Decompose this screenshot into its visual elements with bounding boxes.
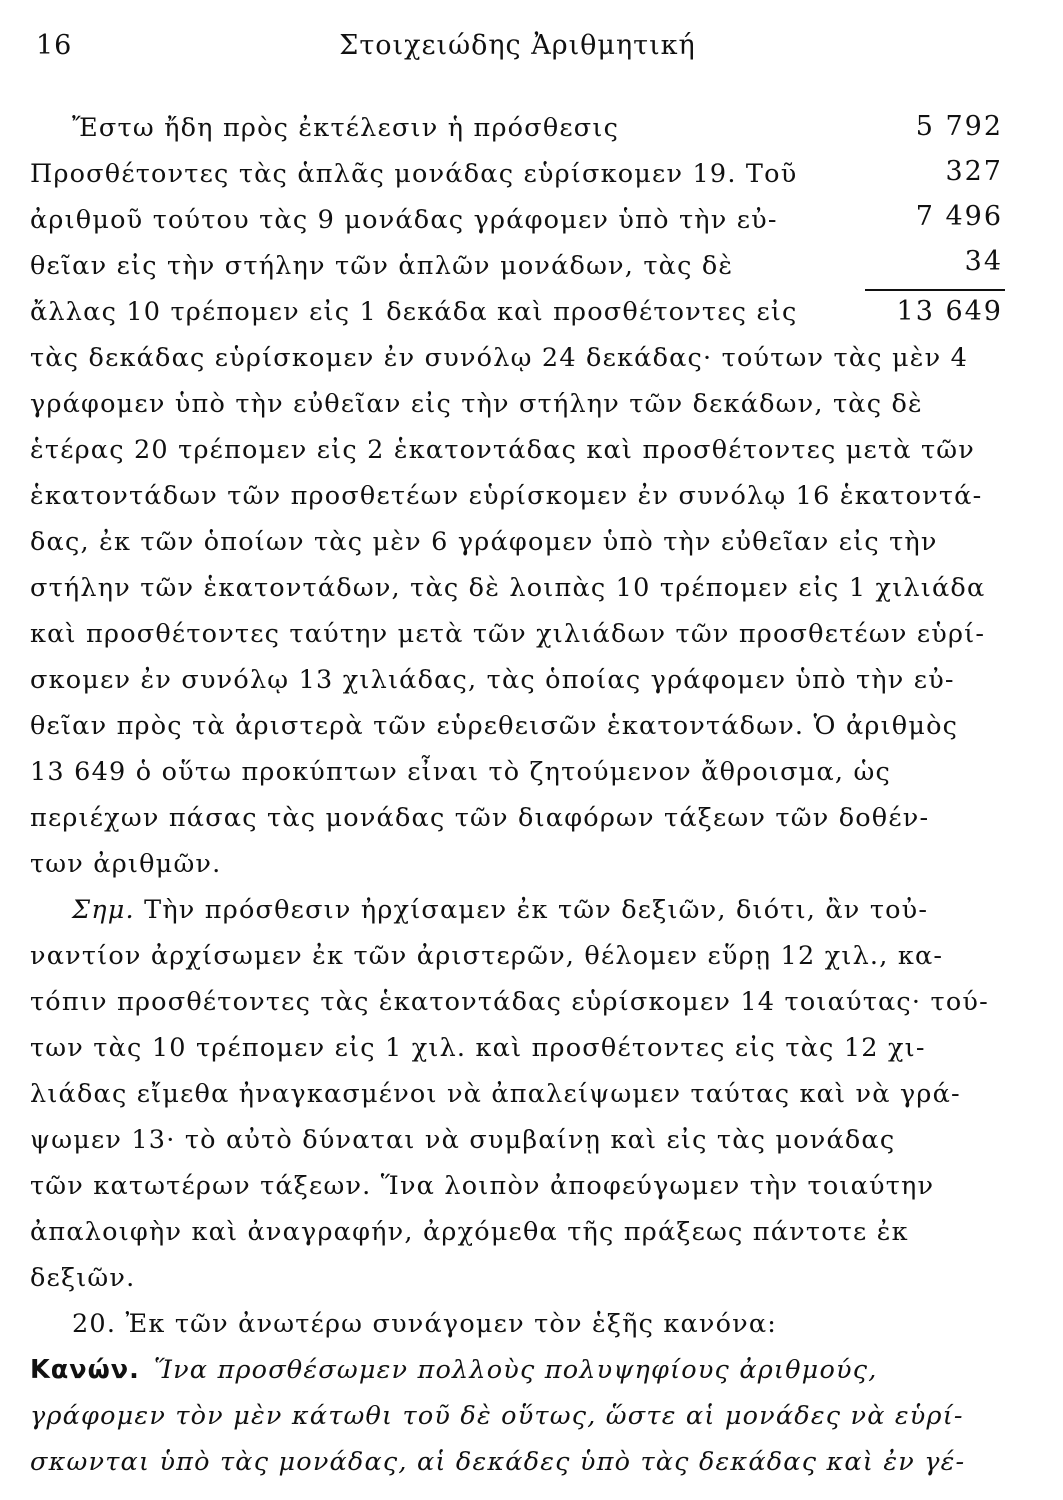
text-line: στήλην τῶν ἑκατοντάδων, τὰς δὲ λοιπὰς 10 τρέπομεν εἰς 1 χιλιάδα: [30, 573, 986, 603]
text-line: των ἀριθμῶν.: [30, 849, 222, 879]
addend: 34: [964, 246, 1003, 277]
addition-example: [855, 104, 1005, 333]
text-line: τῶν κατωτέρων τάξεων. Ἵνα λοιπὸν ἀποφεύγωμεν τὴν τοιαύτην: [30, 1171, 935, 1201]
text-line: σκομεν ἐν συνόλῳ 13 χιλιάδας, τὰς ὁποίας γράφομεν ὑπὸ τὴν εὐ-: [30, 665, 955, 695]
rule-first-line: [30, 1346, 1005, 1394]
section-heading: 20. Ἐκ τῶν ἀνωτέρω συνάγομεν τὸν ἑξῆς κανόνα:: [72, 1309, 778, 1339]
text-line: ναντίον ἀρχίσωμεν ἐκ τῶν ἀριστερῶν, θέλομεν εὕρῃ 12 χιλ., κα-: [30, 941, 944, 971]
text-line: ψωμεν 13· τὸ αὐτὸ δύναται νὰ συμβαίνῃ καὶ εἰς τὰς μονάδας: [30, 1125, 896, 1155]
text-line: ἀπαλοιφὴν καὶ ἀναγραφήν, ἀρχόμεθα τῆς πράξεως πάντοτε ἐκ: [30, 1217, 909, 1247]
text-line: Ἔστω ἤδη πρὸς ἐκτέλεσιν ἡ πρόσθεσις: [72, 113, 620, 143]
text-line: περιέχων πάσας τὰς μονάδας τῶν διαφόρων τάξεων τῶν δοθέν-: [30, 803, 930, 833]
text-line: ἀριθμοῦ τούτου τὰς 9 μονάδας γράφομεν ὑπὸ τὴν εὐ-: [30, 205, 778, 235]
page-number: 16: [36, 30, 73, 61]
text-line: δας, ἐκ τῶν ὁποίων τὰς μὲν 6 γράφομεν ὑπὸ τὴν εὐθεῖαν εἰς τὴν: [30, 527, 938, 557]
text-line: σκωνται ὑπὸ τὰς μονάδας, αἱ δεκάδες ὑπὸ τὰς δεκάδας καὶ ἐν γέ-: [30, 1447, 966, 1477]
text-line: Προσθέτοντες τὰς ἁπλᾶς μονάδας εὑρίσκομεν 19. Τοῦ: [30, 159, 798, 189]
text-line: θεῖαν πρὸς τὰ ἀριστερὰ τῶν εὑρεθεισῶν ἑκατοντάδων. Ὁ ἀριθμὸς: [30, 711, 959, 741]
note-label: Σημ.: [72, 895, 135, 925]
rule-label: Κανών.: [30, 1355, 140, 1385]
rule-text: Ἵνα προσθέσωμεν πολλοὺς πολυψηφίους ἀριθμούς,: [153, 1355, 878, 1385]
addend: 327: [945, 156, 1003, 187]
text-line: θεῖαν εἰς τὴν στήλην τῶν ἁπλῶν μονάδων, τὰς δὲ: [30, 251, 734, 281]
text-line: 13 649 ὁ οὕτω προκύπτων εἶναι τὸ ζητούμενον ἄθροισμα, ὡς: [30, 757, 891, 787]
text-line: τόπιν προσθέτοντες τὰς ἑκατοντάδας εὑρίσκομεν 14 τοιαύτας· τού-: [30, 987, 989, 1017]
text-line: δεξιῶν.: [30, 1263, 136, 1293]
text-line: γράφομεν τὸν μὲν κάτωθι τοῦ δὲ οὕτως, ὥστε αἱ μονάδες νὰ εὑρί-: [30, 1401, 964, 1431]
text-line: καὶ προσθέτοντες ταύτην μετὰ τῶν χιλιάδων τῶν προσθετέων εὑρί-: [30, 619, 986, 649]
text-line: των τὰς 10 τρέπομεν εἰς 1 χιλ. καὶ προσθέτοντες εἰς τὰς 12 χι-: [30, 1033, 926, 1063]
text-line: τὰς δεκάδας εὑρίσκομεν ἐν συνόλῳ 24 δεκάδας· τούτων τὰς μὲν 4: [30, 343, 969, 373]
addend: 7 496: [915, 201, 1003, 232]
note-first-line: [30, 886, 1005, 934]
sum-total: 13 649: [896, 296, 1003, 327]
text-line: ἑκατοντάδων τῶν προσθετέων εὑρίσκομεν ἐν συνόλῳ 16 ἑκατοντά-: [30, 481, 983, 511]
page-header: [30, 30, 1005, 70]
addend: 5 792: [915, 111, 1003, 142]
text-line: ἑτέρας 20 τρέπομεν εἰς 2 ἑκατοντάδας καὶ προσθέτοντες μετὰ τῶν: [30, 435, 975, 465]
note-text: Τὴν πρόσθεσιν ἠρχίσαμεν ἐκ τῶν δεξιῶν, διότι, ἂν τοὐ-: [144, 895, 929, 925]
text-line: γράφομεν ὑπὸ τὴν εὐθεῖαν εἰς τὴν στήλην τῶν δεκάδων, τὰς δὲ: [30, 389, 923, 419]
running-title: Στοιχειώδης Ἀριθμητική: [339, 30, 696, 61]
text-line: λιάδας εἴμεθα ἠναγκασμένοι νὰ ἀπαλείψωμεν ταύτας καὶ νὰ γρά-: [30, 1079, 961, 1109]
text-line: ἄλλας 10 τρέπομεν εἰς 1 δεκάδα καὶ προσθέτοντες εἰς: [30, 297, 798, 327]
